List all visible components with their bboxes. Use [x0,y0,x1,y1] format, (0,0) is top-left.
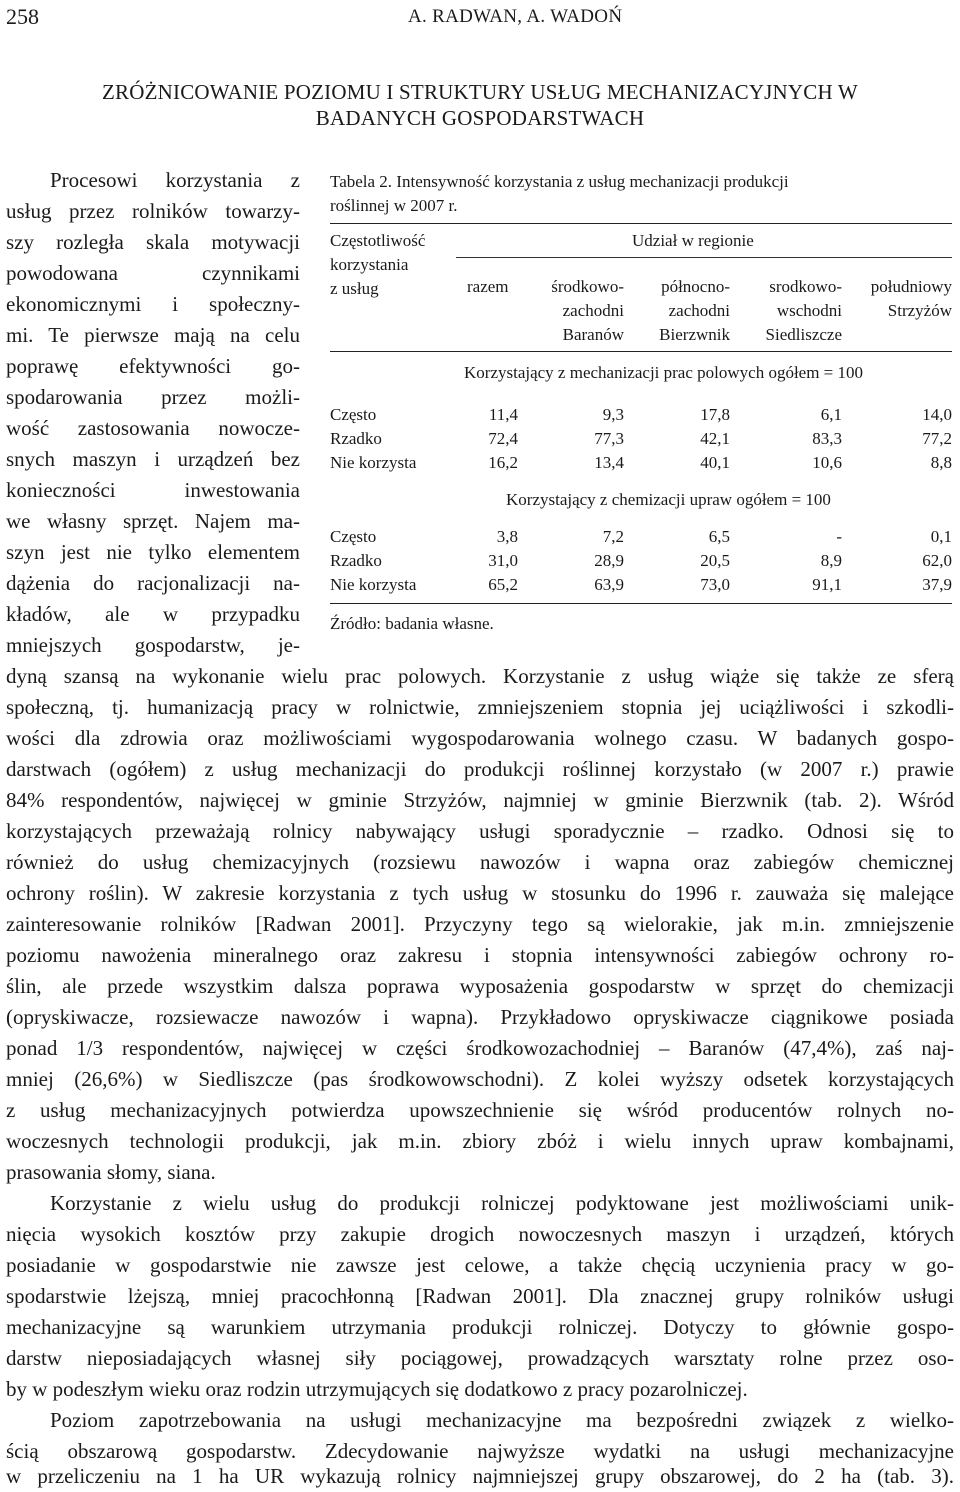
cell: 20,5 [700,551,730,570]
cell: 7,2 [602,527,624,546]
header-frequency: z usług [330,279,379,298]
cell: - [836,527,842,546]
row-label: Rzadko [330,551,382,570]
column-header-baranow: zachodni [562,301,624,320]
table-rule-header [330,351,952,352]
column-header-siedliszcze: Siedliszcze [765,325,842,344]
region-header-rule [456,257,952,258]
text-line: by w podeszłym wieku oraz rodzin utrzymujących się dodatkowo z pracy pozarolniczej. [6,1377,748,1401]
text-line: Procesowi korzystania z [50,168,300,192]
text-line: posiadanie w gospodarstwie nie zawsze jest celowe, a także chęcią uczynienia pracy w go- [6,1253,954,1277]
header-frequency: Częstotliwość [330,231,426,250]
cell: 16,2 [488,453,518,472]
cell: 73,0 [700,575,730,594]
text-line: ekonomicznymi i społeczny- [6,292,300,316]
text-line: korzystających przeważają rolnicy nabywający usługi sporadycznie – rzadko. Odnosi się to [6,819,954,843]
text-line: (opryskiwacze, rozsiewacze nawozów i wapna). Przykładowo opryskiwacze ciągnikowe posiada [6,1005,954,1029]
text-line: konieczności inwestowania [6,478,300,502]
text-line: kładów, ale w przypadku [6,602,300,626]
section2-label: Korzystający z chemizacji upraw ogółem = 100 [506,490,831,509]
column-header-strzyzow: południowy [870,277,952,296]
table-source: Źródło: badania własne. [330,614,494,633]
text-line: usług przez rolników towarzy- [6,199,300,223]
column-header-razem: razem [467,277,509,296]
text-line: we własny sprzęt. Najem ma- [6,509,300,533]
table-rule-top [330,223,952,224]
text-line: ślin, ale przede wszystkim dalsza poprawa wyposażenia gospodarstw w sprzęt do chemizacji [6,974,954,998]
text-line: wości dla zdrowia oraz możliwościami wygospodarowania wolnego czasu. W badanych gospo- [6,726,954,750]
row-label: Często [330,405,377,424]
text-line: mniej (26,6%) w Siedliszcze (pas środkowowschodni). Z kolei wyższy odsetek korzystających [6,1067,954,1091]
cell: 17,8 [700,405,730,424]
page-number: 258 [6,4,39,29]
cell: 77,2 [922,429,952,448]
text-line: powodowana czynnikami [6,261,300,285]
cell: 37,9 [922,575,952,594]
text-line: z usług mechanizacyjnych potwierdza upowszechnienie się wśród producentów rolnych no- [6,1098,954,1122]
text-line: darstwach (ogółem) z usług mechanizacji do produkcji roślinnej korzystało (w 2007 r.) prawie [6,757,954,781]
table-caption: Tabela 2. Intensywność korzystania z usług mechanizacji produkcji [330,172,789,191]
table-caption: roślinnej w 2007 r. [330,196,458,215]
text-line: dążenia do racjonalizacji na- [6,571,300,595]
text-line: ponad 1/3 respondentów, najwięcej w części środkowozachodniej – Baranów (47,4%), zaś naj- [6,1036,954,1060]
region-header: Udział w regionie [632,231,754,250]
cell: 72,4 [488,429,518,448]
text-line: zainteresowanie rolników [Radwan 2001]. Przyczyny tego są wielorakie, jak m.in. zmniejszenie [6,912,954,936]
running-title: A. RADWAN, A. WADOŃ [408,6,623,27]
cell: 10,6 [812,453,842,472]
column-header-baranow: środkowo- [551,277,624,296]
cell: 6,5 [708,527,730,546]
cell: 63,9 [594,575,624,594]
text-line: dyną szansą na wykonanie wielu prac polowych. Korzystanie z usług wiąże się także ze sferą [6,664,954,688]
cell: 28,9 [594,551,624,570]
column-header-bierzwnik: Bierzwnik [659,325,730,344]
text-line: nięcia wysokich kosztów przy zakupie drogich nowoczesnych maszyn i urządzeń, których [6,1222,954,1246]
text-line: ścią obszarową gospodarstw. Zdecydowanie najwyższe wydatki na usługi mechanizacyjne [6,1439,954,1463]
text-line: mechanizacyjne są warunkiem utrzymania produkcji rolniczej. Dotyczy to głównie gospo- [6,1315,954,1339]
column-header-siedliszcze: wschodni [776,301,842,320]
text-line: Poziom zapotrzebowania na usługi mechanizacyjne ma bezpośredni związek z wielko- [50,1408,954,1432]
column-header-baranow: Baranów [562,325,624,344]
text-line: wość zastosowania nowocze- [6,416,300,440]
column-header-bierzwnik: północno- [661,277,730,296]
text-line: społeczną, tj. humanizacją pracy w rolnictwie, zmniejszeniem stopnia jej uciążliwości i szkodli- [6,695,954,719]
text-line: woczesnych technologii produkcji, jak m.in. zbiory zbóż i wielu innych upraw kombajnami, [6,1129,954,1153]
text-line: szy rozległa skala motywacji [6,230,300,254]
row-label: Często [330,527,377,546]
header-frequency: korzystania [330,255,409,274]
text-line: w przeliczeniu na 1 ha UR wykazują rolnicy najmniejszej grupy obszarowej, do 2 ha (tab. 3). [6,1464,954,1488]
text-line: spodarowania przez możli- [6,385,300,409]
text-line: ochrony roślin). W zakresie korzystania z tych usług w stosunku do 1996 r. zauważa się malejące [6,881,954,905]
cell: 91,1 [812,575,842,594]
column-header-bierzwnik: zachodni [668,301,730,320]
section1-label: Korzystający z mechanizacji prac polowych ogółem = 100 [464,363,864,382]
cell: 40,1 [700,453,730,472]
section-title-line1: ZRÓŻNICOWANIE POZIOMU I STRUKTURY USŁUG MECHANIZACYJNYCH W [102,80,858,104]
row-label: Nie korzysta [330,453,417,472]
cell: 31,0 [488,551,518,570]
text-line: snych maszyn i urządzeń bez [6,447,300,471]
cell: 8,8 [930,453,952,472]
text-line: prasowania słomy, siana. [6,1160,216,1184]
cell: 65,2 [488,575,518,594]
column-header-siedliszcze: srodkowo- [769,277,842,296]
text-line: 84% respondentów, najwięcej w gminie Strzyżów, najmniej w gminie Bierzwnik (tab. 2). Wśród [6,788,954,812]
section-title-line2: BADANYCH GOSPODARSTWACH [315,106,645,130]
row-label: Nie korzysta [330,575,417,594]
text-line: spodarstwie lżejszą, mniej pracochłonną [Radwan 2001]. Dla znacznej grupy rolników usługi [6,1284,954,1308]
cell: 11,4 [488,405,518,424]
cell: 0,1 [930,527,952,546]
cell: 42,1 [700,429,730,448]
cell: 62,0 [922,551,952,570]
cell: 83,3 [812,429,842,448]
text-line: poziomu nawożenia mineralnego oraz zakresu i stopnia intensywności zabiegów ochrony ro- [6,943,954,967]
cell: 3,8 [496,527,518,546]
row-label: Rzadko [330,429,382,448]
cell: 14,0 [922,405,952,424]
text-line: Korzystanie z wielu usług do produkcji rolniczej podyktowane jest możliwościami unik- [50,1191,954,1215]
text-line: również do usług chemizacyjnych (rozsiewu nawozów i wapna oraz zabiegów chemicznej [6,850,954,874]
text-line: darstw nieposiadających własnej siły pociągowej, prowadzących warsztaty rolne przez oso- [6,1346,954,1370]
text-line: poprawę efektywności go- [6,354,300,378]
text-line: mniejszych gospodarstw, je- [6,633,300,657]
cell: 8,9 [820,551,842,570]
cell: 77,3 [594,429,624,448]
text-line: szyn jest nie tylko elementem [6,540,300,564]
text-line: mi. Te pierwsze mają na celu [6,323,300,347]
cell: 6,1 [820,405,842,424]
cell: 9,3 [602,405,624,424]
cell: 13,4 [594,453,624,472]
column-header-strzyzow: Strzyżów [887,301,952,320]
table-rule-bottom [330,603,952,604]
